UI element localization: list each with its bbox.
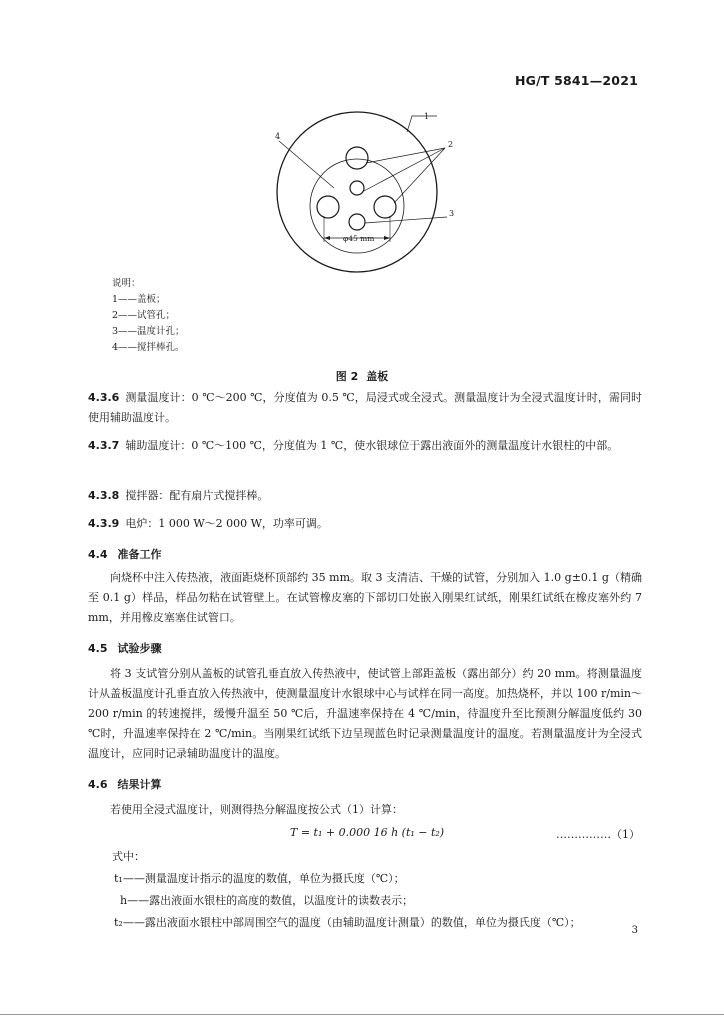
legend-item: 4——搅拌棒孔。 <box>112 342 185 353</box>
test-tube-hole-top <box>346 147 368 169</box>
cover-plate-outline <box>277 112 437 272</box>
formula-expression: T = t₁ + 0.000 16 h (t₁ − t₂) <box>290 826 445 839</box>
legend-item: 3——温度计孔； <box>112 326 185 337</box>
callout-4: 4 <box>275 132 281 141</box>
figure-legend <box>112 276 185 356</box>
clause-number: 4.3.9 <box>88 517 120 530</box>
where-item: h——露出液面水银柱的高度的数值，以温度计的读数表示； <box>120 894 414 907</box>
clause-4-3-9 <box>88 514 642 534</box>
section-4-5-text: 将 3 支试管分别从盖板的试管孔垂直放入传热液中，使试管上部距盖板（露出部分）约 20 mm。将测量温度计从盖板温度计孔垂直放入传热液中，使测量温度计水银球中心与试样在同一高度。加热烧杯，并以 100 r/min～200 r/min 的转速搅拌，缓慢升温至 50 ℃后，升温速率保持在 4 ℃/min，待温度升至比预测分解温度低约 30 ℃时，升温速率保持在 2 ℃/min。当刚果红试纸下边呈现蓝色时记录测量温度计的温度。若测量温度计为全浸式温度计，应同时记录辅助温度计的温度。 <box>88 667 642 760</box>
where-label: 式中： <box>112 850 145 863</box>
cover-plate-diagram <box>262 108 462 276</box>
section-4-6-heading: 4.6 结果计算 <box>88 778 162 791</box>
clause-number: 4.3.6 <box>88 391 120 404</box>
where-item: t₁——测量温度计指示的温度的数值，单位为摄氏度（℃）； <box>114 872 405 885</box>
test-tube-hole-left <box>317 196 339 218</box>
test-tube-hole-right <box>374 196 396 218</box>
clause-text: 测量温度计：0 ℃～200 ℃，分度值为 0.5 ℃，局浸式或全浸式。测量温度计为全浸式温度计时，需同时使用辅助温度计。 <box>88 391 642 424</box>
caption-text: 盖板 <box>366 370 389 383</box>
caption-number: 图 2 <box>335 370 359 383</box>
clause-4-3-8 <box>88 486 642 506</box>
figure-caption <box>0 368 724 384</box>
section-4-4-text: 向烧杯中注入传热液，液面距烧杯顶部约 35 mm。取 3 支清洁、干燥的试管，分别加入 1.0 g±0.1 g（精确至 0.1 g）样品，样品勿粘在试管壁上。在试管橡皮塞的下部切口处嵌入刚果红试纸，刚果红试纸在橡皮塞外约 7 mm，并用橡皮塞塞住试管口。 <box>88 571 642 624</box>
clause-text: 搅拌器：配有扇片式搅拌棒。 <box>125 489 269 502</box>
section-4-4-heading: 4.4 准备工作 <box>88 548 162 561</box>
page-number: 3 <box>631 925 638 936</box>
callout-1: 1 <box>424 112 430 121</box>
legend-item: 1——盖板； <box>112 294 166 305</box>
where-item: t₂——露出液面水银柱中部周围空气的温度（由辅助温度计测量）的数值，单位为摄氏度（℃）； <box>114 916 581 929</box>
clause-4-3-6 <box>88 388 642 428</box>
clause-number: 4.3.7 <box>88 439 120 452</box>
formula-number: ……………（1） <box>556 828 640 841</box>
bottom-rule <box>0 1014 724 1015</box>
clause-text: 电炉：1 000 W～2 000 W，功率可调。 <box>125 517 328 530</box>
clause-4-3-7 <box>88 436 642 456</box>
section-4-6-text: 若使用全浸式温度计，则测得热分解温度按公式（1）计算： <box>110 803 403 816</box>
legend-item: 2——试管孔； <box>112 310 176 321</box>
stirrer-hole <box>350 181 364 195</box>
callout-2: 2 <box>448 140 454 149</box>
thermometer-hole <box>349 214 365 230</box>
legend-title: 说明： <box>112 278 141 289</box>
standard-code: HG/T 5841—2021 <box>514 73 638 88</box>
callout-3: 3 <box>449 209 455 218</box>
clause-number: 4.3.8 <box>88 489 120 502</box>
clause-text: 辅助温度计：0 ℃～100 ℃，分度值为 1 ℃，使水银球位于露出液面外的测量温度计水银柱的中部。 <box>125 439 619 452</box>
section-4-5-heading: 4.5 试验步骤 <box>88 642 162 655</box>
dimension-label: φ45 mm <box>343 234 375 243</box>
